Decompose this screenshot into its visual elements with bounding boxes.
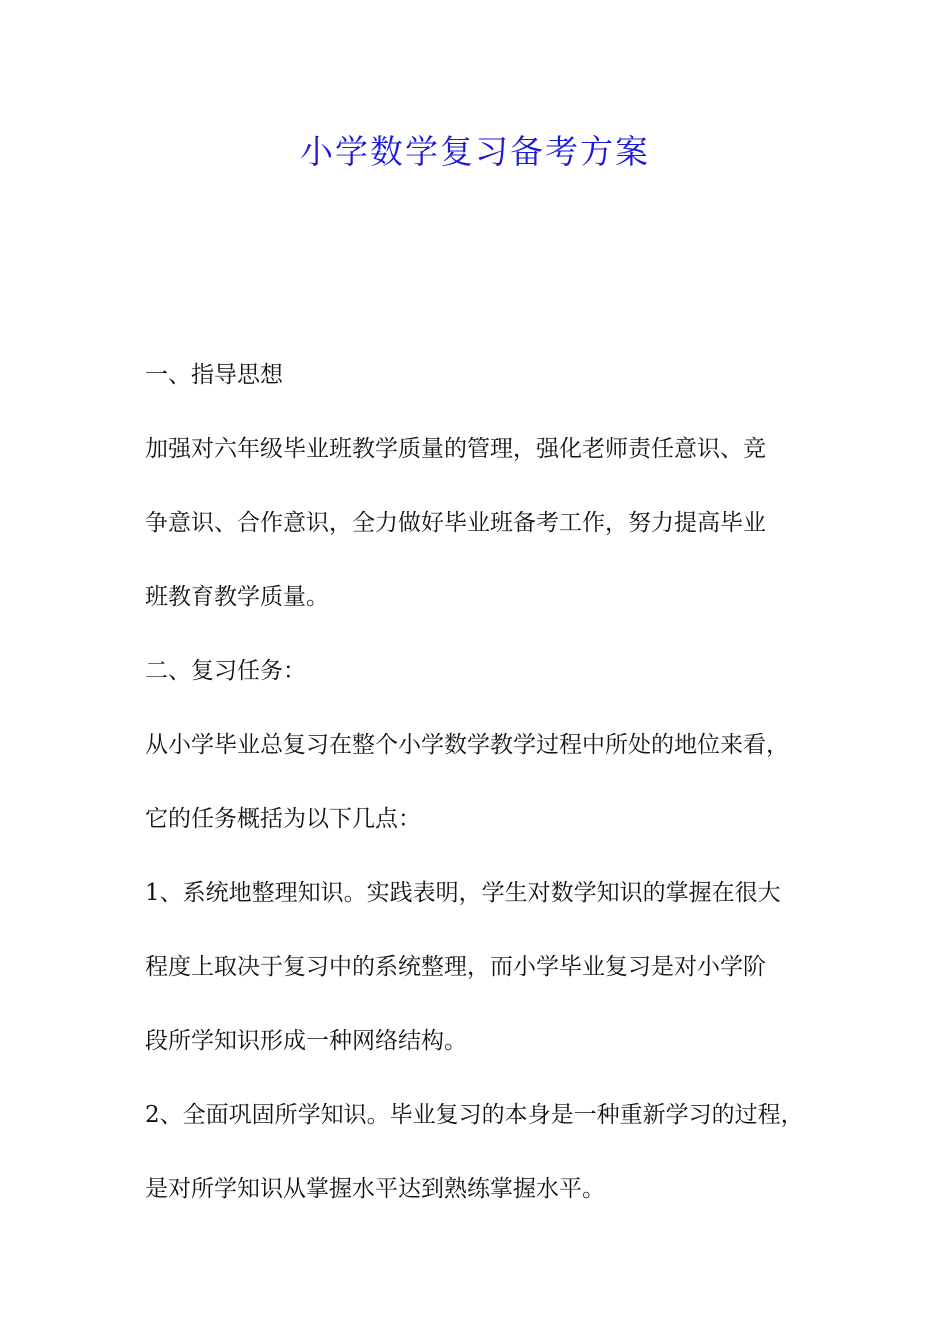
section-heading-review-tasks: 二、复习任务： (145, 658, 306, 684)
section-heading-guiding-thought: 一、指导思想 (145, 362, 283, 388)
paragraph-line: 争意识、合作意识，全力做好毕业班备考工作，努力提高毕业 (145, 510, 766, 536)
paragraph-line: 加强对六年级毕业班教学质量的管理，强化老师责任意识、竞 (145, 436, 766, 462)
list-item-line: 程度上取决于复习中的系统整理，而小学毕业复习是对小学阶 (145, 954, 766, 980)
list-item-line: 是对所学知识从掌握水平达到熟练掌握水平。 (145, 1176, 605, 1202)
paragraph-line: 从小学毕业总复习在整个小学数学教学过程中所处的地位来看， (145, 732, 789, 758)
document-body (145, 338, 835, 1226)
paragraph-line: 班教育教学质量。 (145, 584, 329, 610)
list-item-line: 2、全面巩固所学知识。毕业复习的本身是一种重新学习的过程， (145, 1102, 804, 1128)
list-item-line: 1、系统地整理知识。实践表明，学生对数学知识的掌握在很大 (145, 880, 781, 906)
document-title: 小学数学复习备考方案 (300, 132, 650, 171)
paragraph-line: 它的任务概括为以下几点： (145, 806, 421, 832)
list-item-line: 段所学知识形成一种网络结构。 (145, 1028, 467, 1054)
